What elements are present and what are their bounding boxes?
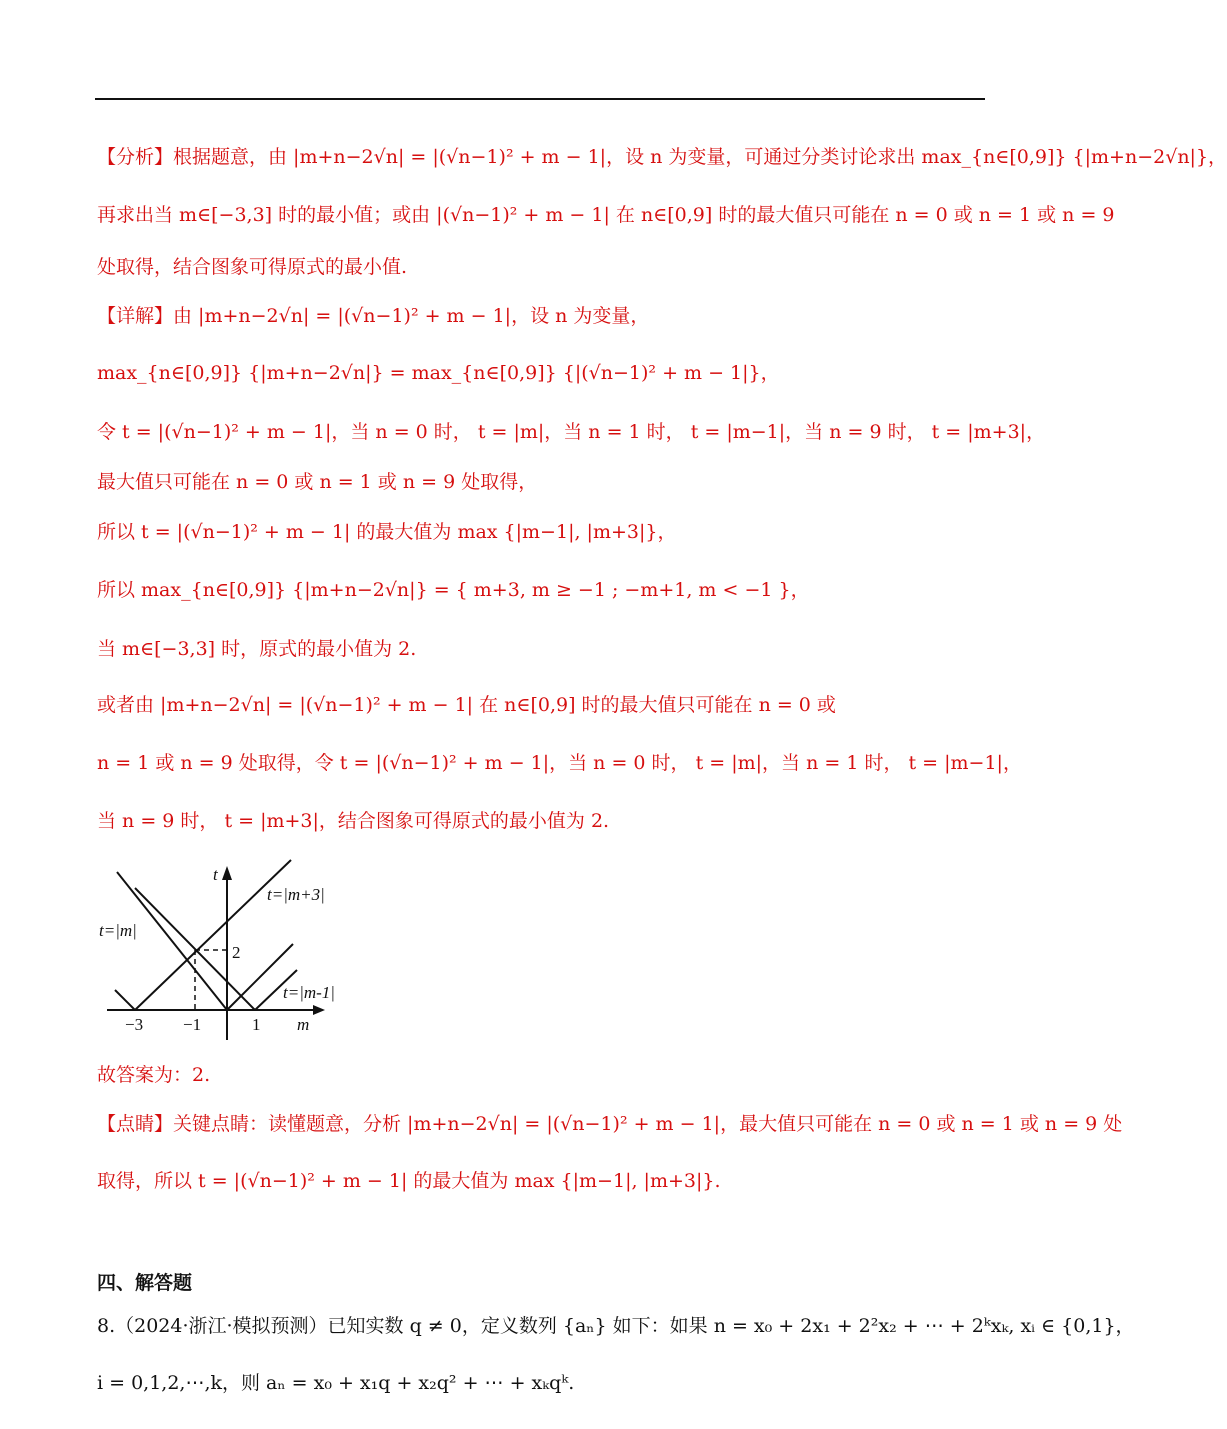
t-axis-label: t [213,865,218,884]
section-title: 四、解答题 [97,1272,193,1294]
question-8-line-1: 8.（2024·浙江·模拟预测）已知实数 q ≠ 0，定义数列 {aₙ} 如下：如果 n = x₀ + 2x₁ + 2²x₂ + ⋯ + 2ᵏxₖ, xᵢ ∈ {0,1}， [97,1315,1135,1337]
tick-label-1: 1 [252,1015,261,1034]
detail-line-3: 令 t = |(√n−1)² + m − 1|，当 n = 0 时， t = |m|，当 n = 1 时， t = |m−1|，当 n = 9 时， t = |m+3|， [97,421,1046,443]
comment-line-1: 【点睛】关键点睛：读懂题意，分析 |m+n−2√n| = |(√n−1)² + m − 1|，最大值只可能在 n = 0 或 n = 1 或 n = 9 处 [97,1113,1123,1135]
analysis-line-3: 处取得，结合图象可得原式的最小值. [97,256,408,278]
detail-line-1: 【详解】由 |m+n−2√n| = |(√n−1)² + m − 1|，设 n 为变量， [97,305,650,327]
t-axis-arrow [222,866,232,880]
alt-line-2: n = 1 或 n = 9 处取得，令 t = |(√n−1)² + m − 1|，当 n = 0 时， t = |m|，当 n = 1 时， t = |m−1|， [97,752,1022,774]
detail-line-5: 所以 t = |(√n−1)² + m − 1| 的最大值为 max {|m−1|, |m+3|}， [97,521,677,543]
detail-line-4: 最大值只可能在 n = 0 或 n = 1 或 n = 9 处取得， [97,471,538,493]
analysis-line-1: 【分析】根据题意，由 |m+n−2√n| = |(√n−1)² + m − 1|，设 n 为变量，可通过分类讨论求出 max_{n∈[0,9]} {|m+n−2√n|}， [97,146,1227,168]
label-m-minus-1: t=|m-1| [283,983,335,1002]
m-axis-arrow [313,1005,325,1015]
header-rule [95,98,985,100]
answer-line: 故答案为：2. [97,1064,211,1086]
label-m: t=|m| [99,921,137,940]
label-m-plus-3: t=|m+3| [267,885,325,904]
line-m-plus-3-left [115,990,135,1010]
line-m-left [117,872,227,1010]
analysis-line-2: 再求出当 m∈[−3,3] 时的最小值；或由 |(√n−1)² + m − 1| 在 n∈[0,9] 时的最大值只可能在 n = 0 或 n = 1 或 n = 9 [97,204,1115,226]
alt-line-3: 当 n = 9 时， t = |m+3|，结合图象可得原式的最小值为 2. [97,810,610,832]
question-8-line-2: i = 0,1,2,⋯,k，则 aₙ = x₀ + x₁q + x₂q² + ⋯ + xₖqᵏ. [97,1372,575,1394]
tick-label-2: 2 [232,943,241,962]
detail-line-2: max_{n∈[0,9]} {|m+n−2√n|} = max_{n∈[0,9]} {|(√n−1)² + m − 1|}， [97,362,780,384]
tick-label-neg1: −1 [183,1015,202,1034]
detail-line-6: 所以 max_{n∈[0,9]} {|m+n−2√n|} = { m+3, m ≥ −1 ; −m+1, m < −1 }， [97,579,810,601]
detail-line-7: 当 m∈[−3,3] 时，原式的最小值为 2. [97,638,417,660]
tick-label-neg3: −3 [125,1015,144,1034]
function-graph [95,858,345,1048]
m-axis-label: m [297,1015,310,1034]
comment-line-2: 取得，所以 t = |(√n−1)² + m − 1| 的最大值为 max {|m−1|, |m+3|}. [97,1170,721,1192]
alt-line-1: 或者由 |m+n−2√n| = |(√n−1)² + m − 1| 在 n∈[0,9] 时的最大值只可能在 n = 0 或 [97,694,836,716]
